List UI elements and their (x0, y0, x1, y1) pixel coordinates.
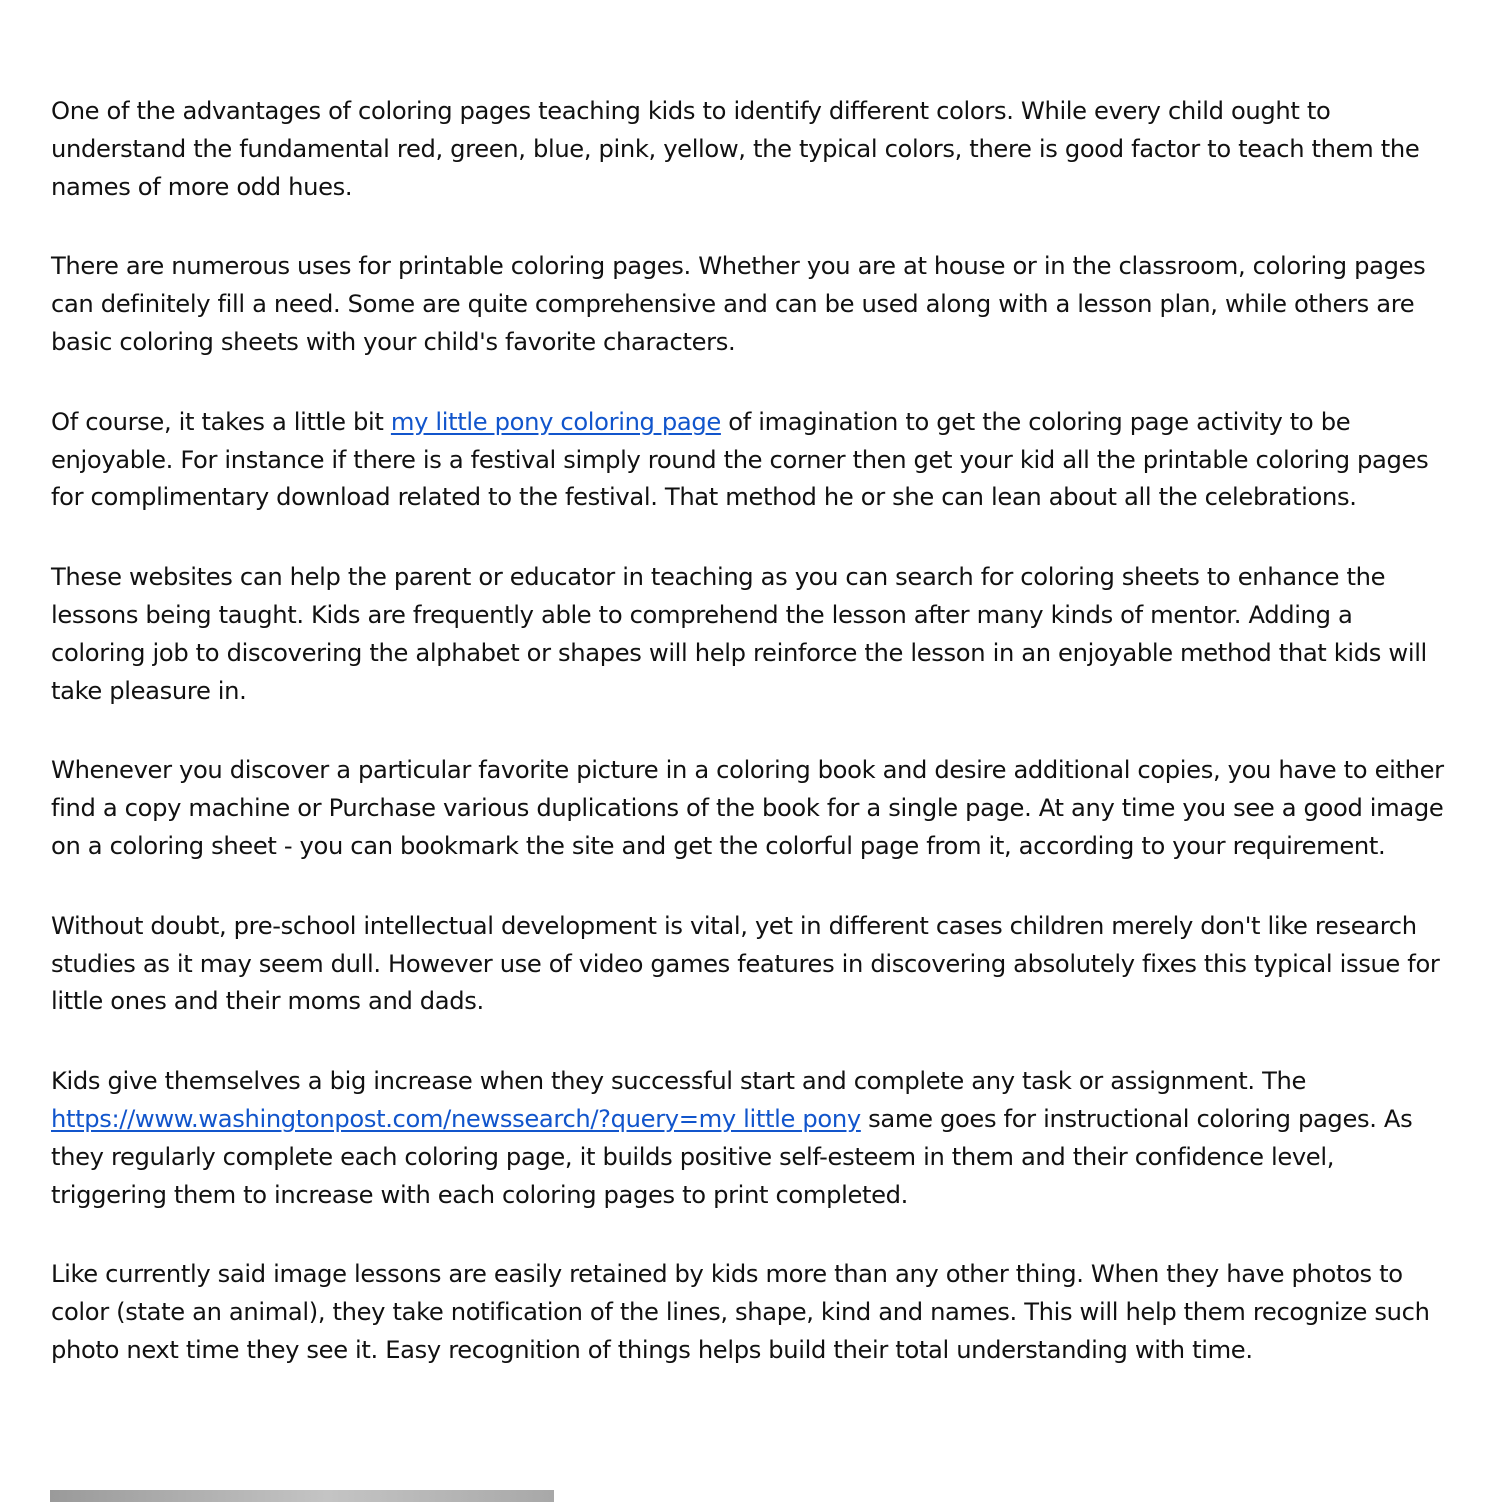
paragraph-2: There are numerous uses for printable coloring pages. Whether you are at house or in the classroom, coloring pages can definitely fill a need. Some are quite comprehensive and can be used along with a lesson plan, while others are basic coloring sheets with your child's favorite characters. (51, 252, 1426, 356)
paragraph-1: One of the advantages of coloring pages teaching kids to identify different colors. While every child ought to understand the fundamental red, green, blue, pink, yellow, the typical colors, there is good factor to teach them the names of more odd hues. (51, 97, 1420, 201)
embedded-image-top-edge (50, 1490, 554, 1502)
paragraph-7 (51, 1063, 1451, 1214)
paragraph-3-text-after: of imagination to get the coloring page activity to be enjoyable. For instance if there is a festival simply round the corner then get your kid all the printable coloring pages for complimentary download related to the festival. That method he or she can lean about all the celebrations. (51, 407, 1429, 512)
washingtonpost-search-link[interactable]: https://www.washingtonpost.com/newssearch/?query=my little pony (51, 1104, 861, 1133)
my-little-pony-coloring-page-link[interactable]: my little pony coloring page (390, 407, 721, 436)
paragraph-7-text-before: Kids give themselves a big increase when they successful start and complete any task or assignment. The (51, 1067, 1307, 1096)
paragraph-4: These websites can help the parent or educator in teaching as you can search for coloring sheets to enhance the lessons being taught. Kids are frequently able to comprehend the lesson after many kinds of mentor. Adding a coloring job to discovering the alphabet or shapes will help reinforce the lesson in an enjoyable method that kids will take pleasure in. (51, 563, 1427, 705)
paragraph-8: Like currently said image lessons are easily retained by kids more than any other thing. When they have photos to color (state an animal), they take notification of the lines, shape, kind and names. This will help them recognize such photo next time they see it. Easy recognition of things helps build their total understanding with time. (51, 1260, 1430, 1364)
paragraph-7-text-after: same goes for instructional coloring pages. As they regularly complete each coloring page, it builds positive self-esteem in them and their confidence level, triggering them to increase with each coloring pages to print completed. (51, 1104, 1413, 1209)
article-body (51, 93, 1451, 1412)
paragraph-3 (51, 404, 1451, 517)
paragraph-5: Whenever you discover a particular favorite picture in a coloring book and desire additional copies, you have to either find a copy machine or Purchase various duplications of the book for a single page. At any time you see a good image on a coloring sheet - you can bookmark the site and get the colorful page from it, according to your requirement. (51, 756, 1444, 860)
paragraph-3-text-before: Of course, it takes a little bit (51, 407, 391, 436)
paragraph-6: Without doubt, pre-school intellectual development is vital, yet in different cases children merely don't like research studies as it may seem dull. However use of video games features in discovering absolutely fixes this typical issue for little ones and their moms and dads. (51, 911, 1440, 1016)
